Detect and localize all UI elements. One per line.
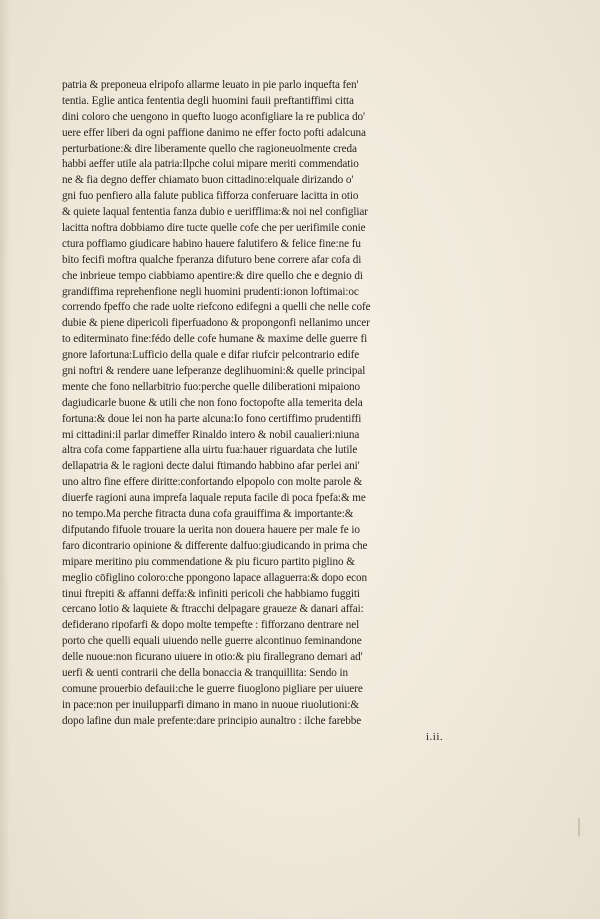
text-line: dagiudicarle buone & utili che non fono foctopofte alla temerita dela xyxy=(62,396,363,409)
text-line: porto che quelli equali uiuendo nelle guerre alcontinuo feminandone xyxy=(62,635,362,648)
text-line: mi cittadini:il parlar dimeffer Rinaldo intero & nobil caualieri:niuna xyxy=(62,428,360,441)
text-line: uerfi & uenti contrarii che della bonaccia & tranquillita: Sendo in xyxy=(62,666,348,679)
text-line: meglio cōfiglino coloro:che ppongono lapace allaguerra:& dopo econ xyxy=(62,571,367,584)
text-line: gni noftri & rendere uane lefperanze deglihuomini:& quelle principal xyxy=(62,365,366,378)
text-line: gni fuo penfiero alla falute publica fifforza conferuare lacitta in otio xyxy=(62,190,359,203)
text-line: diuerfe ragioni auna imprefa laquale reputa facile di poca fpefa:& me xyxy=(62,492,366,505)
text-line: comune prouerbio defauii:che le guerre fiuoglono pigliare per uiuere xyxy=(62,682,363,695)
text-line: dubie & piene dipericoli fiperfuadono & propongonfi nellanimo uncer xyxy=(62,317,370,330)
text-line: no tempo.Ma perche fitracta duna cofa grauiffima & importante:& xyxy=(62,508,354,521)
text-line: gnore lafortuna:Lufficio della quale e difar riufcir pelcontrario edife xyxy=(62,349,360,362)
text-line: delle nuoue:non ficurano uiuere in otio:& piu firallegrano demari ad' xyxy=(62,651,363,664)
text-line: tinui ftrepiti & affanni deffa:& infiniti pericoli che habbiamo fuggiti xyxy=(62,587,360,600)
text-line: grandiffima reprehenfione negli huomini prudenti:ionon loftimai:oc xyxy=(62,285,359,298)
text-line: habbi aeffer utile ala patria:Ilpche colui mipare meriti commendatio xyxy=(62,158,359,171)
text-line: in pace:non per inuilupparfi dimano in mano in nuoue riuolutioni:& xyxy=(62,698,359,711)
text-line: dellapatria & le ragioni decte dalui ftimando habbino afar perlei ani' xyxy=(62,460,360,473)
text-line: to editerminato fine:fédo delle cofe humane & maxime delle guerre fi xyxy=(62,333,368,346)
text-line: che inbrieue tempo ciabbiamo apentire:& dire quello che e degnio di xyxy=(62,269,363,282)
text-line: lacitta noftra dobbiamo dire tucte quelle cofe che per uerifimile conie xyxy=(62,222,366,235)
text-line: bito fecifi moftra qualche fperanza difuturo bene correre afar cofa di xyxy=(62,253,362,266)
text-line: faro dicontrario opinione & differente dalfuo:giudicando in prima che xyxy=(62,539,368,552)
text-line: ne & fia degno deffer chiamato buon cittadino:elquale dirizando o' xyxy=(62,174,354,187)
text-line: ctura poffiamo giudicare habino hauere falutifero & felice fine:ne fu xyxy=(62,237,361,250)
text-line: dopo lafine dun male prefente:dare principio aunaltro : ilche farebbe xyxy=(62,714,362,727)
signature-mark: i.ii. xyxy=(426,731,444,743)
text-line: cercano lotio & laquiete & ftracchi delpagare graueze & danari affai: xyxy=(62,603,364,616)
page-edge-mark xyxy=(578,818,580,836)
text-line: tentia. Eglie antica fententia degli huomini fauii preftantiffimi citta xyxy=(62,94,354,107)
text-line: fortuna:& doue lei non ha parte alcuna:Io fono certiffimo prudentiffi xyxy=(62,412,362,425)
text-line: mipare meritino piu commendatione & piu ficuro partito piglino & xyxy=(62,555,355,568)
text-line: patria & preponeua elripofo allarme leuato in pie parlo inquefta fen' xyxy=(62,79,359,91)
body-text xyxy=(62,78,460,730)
text-line: difputando fifuole trouare la uerita non douera hauere per male fe io xyxy=(62,523,360,536)
text-line: mente che fono nellarbitrio fuo:perche quelle diliberationi mipaiono xyxy=(62,380,360,393)
text-line: & quiete laqual fententia fanza dubio e uerifflima:& noi nel configliar xyxy=(62,206,368,219)
text-line: correndo fpeffo che rade uolte riefcono edifegni a quelli che nelle cofe xyxy=(62,301,371,314)
text-line: uere effer liberi da ogni paffione danimo ne effer focto pofti adalcuna xyxy=(62,126,366,139)
text-line: uno altro fine effere diritte:confortando elpopolo con molte parole & xyxy=(62,476,363,489)
text-line: dini coloro che uengono in quefto luogo aconfigliare la re publica do' xyxy=(62,110,365,123)
text-line: altra cofa come fappartiene alla uirtu fua:hauer riguardata che lutile xyxy=(62,444,358,457)
text-line: defiderano ripofarfi & dopo molte tempefte : fifforzano dentrare nel xyxy=(62,619,360,632)
text-line: perturbatione:& dire liberamente quello che ragioneuolmente creda xyxy=(62,142,357,155)
